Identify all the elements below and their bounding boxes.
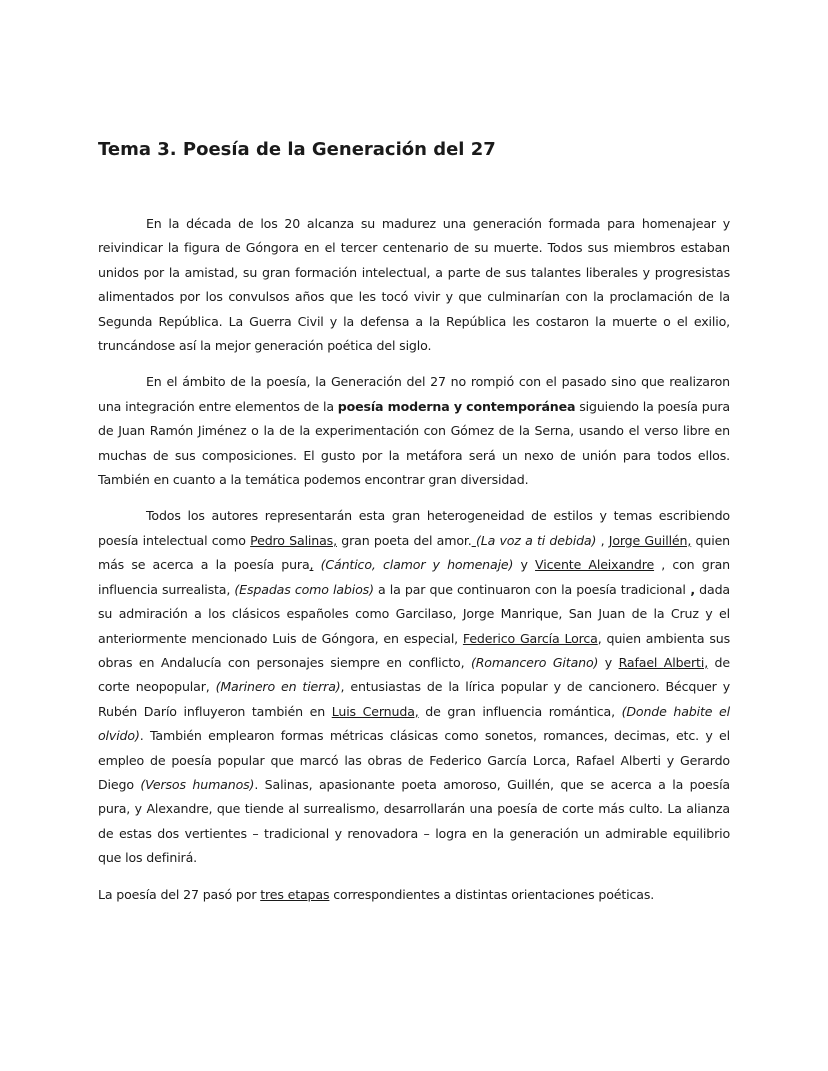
text-run: , xyxy=(596,532,609,548)
author-luis-cernuda: Luis Cernuda, xyxy=(331,703,419,719)
book-title: (Cántico, clamor y homenaje) xyxy=(320,557,514,573)
paragraph-introduction: En la década de los 20 alcanza su madurez una generación formada para homenajear y reivindicar la figura de Góngora en el tercer centenario de su muerte. Todos sus miembros estaban unidos por la amistad, su gran formación intelectual, a parte de sus talantes liberales y progresistas alimentados por los convulsos años que les tocó vivir y que culminarían con la proclamación de la Segunda República. La Guerra Civil y la defensa a la República les costaron la muerte o el exilio, truncándose así la mejor generación poética del siglo. xyxy=(98,216,730,354)
text-run: dada su admiración a los clásicos españoles como Garcilaso, Jorge Manrique, San Juan de la Cruz y el anteriormente mencionado Luis de Góngora, en especial, xyxy=(98,581,730,646)
text-run: En el ámbito de la poesía, la Generación del 27 no rompió con el pasado sino que realizaron una integración entre elementos de la xyxy=(98,374,730,414)
text-run: correspondientes a distintas orientaciones poéticas. xyxy=(329,886,655,902)
author-federico-garcia-lorca: Federico García Lorca xyxy=(462,630,598,646)
book-title: (Espadas como labios) xyxy=(234,581,374,597)
text-run: , quien ambienta sus obras en Andalucía con personajes siempre en conflicto, xyxy=(98,630,731,670)
text-run: La poesía del 27 pasó por xyxy=(98,886,261,902)
author-vicente-aleixandre: Vicente Aleixandre xyxy=(535,557,655,573)
bold-phrase: poesía moderna y contemporánea xyxy=(337,398,576,414)
document-body xyxy=(98,212,730,907)
book-title: (Versos humanos) xyxy=(140,776,255,792)
text-run: . Salinas, apasionante poeta amoroso, Guillén, que se acerca a la poesía pura, y Alexandre, que tiende al surrealismo, desarrollarán una poesía de corte más culto. La alianza de estas dos vertientes – tradicional y renovadora – logra en la generación un admirable equilibrio que los definirá. xyxy=(98,776,730,866)
author-rafael-alberti: Rafael Alberti, xyxy=(618,654,709,670)
underlined-comma: , xyxy=(309,557,314,573)
text-run xyxy=(313,557,320,572)
text-run: de gran influencia romántica, xyxy=(418,703,622,719)
text-run: siguiendo la poesía pura de Juan Ramón Jiménez o la de la experimentación con Gómez de la Serna, usando el verso libre en muchas de sus composiciones. El gusto por la metáfora será un nexo de unión para todos ellos. También en cuanto a la temática podemos encontrar gran diversidad. xyxy=(98,398,730,488)
text-run: y xyxy=(598,654,619,670)
text-run: y xyxy=(513,557,536,573)
paragraph-authors xyxy=(98,504,730,870)
book-title: (La voz a ti debida) xyxy=(475,532,597,548)
text-run: gran poeta del amor. xyxy=(336,532,472,548)
text-run: , con gran influencia surrealista, xyxy=(98,557,730,597)
text-run: , entusiastas de la lírica popular y de cancionero. Bécquer y Rubén Darío influyeron también en xyxy=(98,679,730,719)
book-title: (Romancero Gitano) xyxy=(470,654,599,670)
bold-comma: , xyxy=(685,581,695,597)
author-jorge-guillen: Jorge Guillén, xyxy=(608,532,692,548)
book-title: (Marinero en tierra) xyxy=(215,679,341,695)
document-title: Tema 3. Poesía de la Generación del 27 xyxy=(98,139,496,160)
author-pedro-salinas: Pedro Salinas, xyxy=(250,532,337,548)
text-run: quien más se acerca a la poesía pura xyxy=(98,532,730,573)
book-title: (Donde habite el olvido) xyxy=(98,703,730,744)
text-run: Todos los autores representarán esta gran heterogeneidad de estilos y temas escribiendo poesía intelectual como xyxy=(98,508,730,548)
underlined-three-stages: tres etapas xyxy=(260,886,330,902)
text-run: a la par que continuaron con la poesía tradicional xyxy=(373,581,686,597)
text-run: de corte neopopular, xyxy=(98,654,730,695)
paragraph-stages xyxy=(98,883,730,907)
text-run: . También emplearon formas métricas clásicas como sonetos, romances, decimas, etc. y el empleo de poesía popular que marcó las obras de Federico García Lorca, Rafael Alberti y Gerardo Diego xyxy=(98,728,730,792)
paragraph-poetry-scope xyxy=(98,370,730,492)
